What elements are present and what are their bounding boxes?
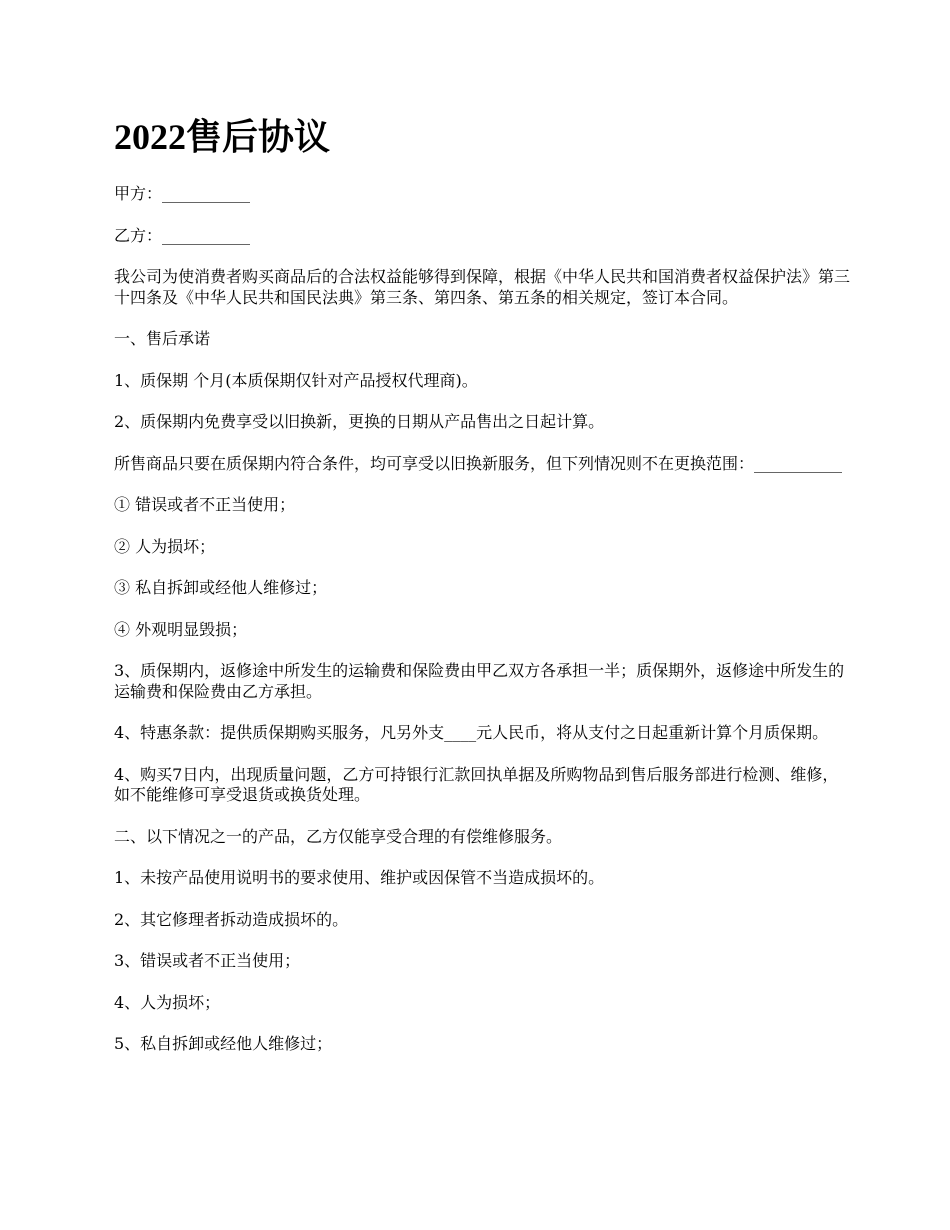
clause-paragraph: 1、未按产品使用说明书的要求使用、维护或因保管不当造成损坏的。 bbox=[114, 868, 605, 887]
document-page bbox=[114, 112, 854, 1076]
clause-paragraph: 4、特惠条款：提供质保期购买服务，凡另外支____元人民币，将从支付之日起重新计算个月质保期。 bbox=[114, 723, 829, 742]
section-heading-1: 一、售后承诺 bbox=[114, 329, 211, 348]
party-b-line: 乙方：___________ bbox=[114, 225, 251, 245]
clause-paragraph: 3、质保期内，返修途中所发生的运输费和保险费由甲乙双方各承担一半；质保期外，返修途中所发生的运输费和保险费由乙方承担。 bbox=[114, 661, 845, 701]
intro-paragraph: 我公司为使消费者购买商品后的合法权益能够得到保障，根据《中华人民共和国消费者权益保护法》第三十四条及《中华人民共和国民法典》第三条、第四条、第五条的相关规定，签订本合同。 bbox=[114, 267, 851, 307]
section-heading-2: 二、以下情况之一的产品，乙方仅能享受合理的有偿维修服务。 bbox=[114, 826, 563, 846]
clause-paragraph: 4、人为损坏； bbox=[114, 992, 221, 1012]
exclusion-intro-paragraph: 所售商品只要在质保期内符合条件，均可享受以旧换新服务，但下列情况则不在更换范围：___________ bbox=[114, 453, 843, 473]
exclusion-item: ① 错误或者不正当使用； bbox=[114, 495, 296, 514]
document-title: 2022售后协议 bbox=[114, 117, 331, 157]
exclusion-item: ③ 私自拆卸或经他人维修过； bbox=[114, 578, 328, 597]
party-a-line: 甲方：___________ bbox=[114, 184, 251, 203]
clause-paragraph: 4、购买7日内，出现质量问题，乙方可持银行汇款回执单据及所购物品到售后服务部进行检测、维修，如不能维修可享受退货或换货处理。 bbox=[114, 764, 839, 804]
clause-paragraph: 3、错误或者不正当使用； bbox=[114, 951, 301, 970]
clause-paragraph: 1、质保期 个月(本质保期仅针对产品授权代理商)。 bbox=[114, 370, 478, 390]
exclusion-item: ② 人为损坏； bbox=[114, 536, 216, 556]
clause-paragraph: 2、其它修理者拆动造成损坏的。 bbox=[114, 909, 349, 929]
exclusion-item: ④ 外观明显毁损； bbox=[114, 619, 248, 639]
clause-paragraph: 5、私自拆卸或经他人维修过； bbox=[114, 1034, 333, 1053]
clause-paragraph: 2、质保期内免费享受以旧换新，更换的日期从产品售出之日起计算。 bbox=[114, 412, 605, 431]
